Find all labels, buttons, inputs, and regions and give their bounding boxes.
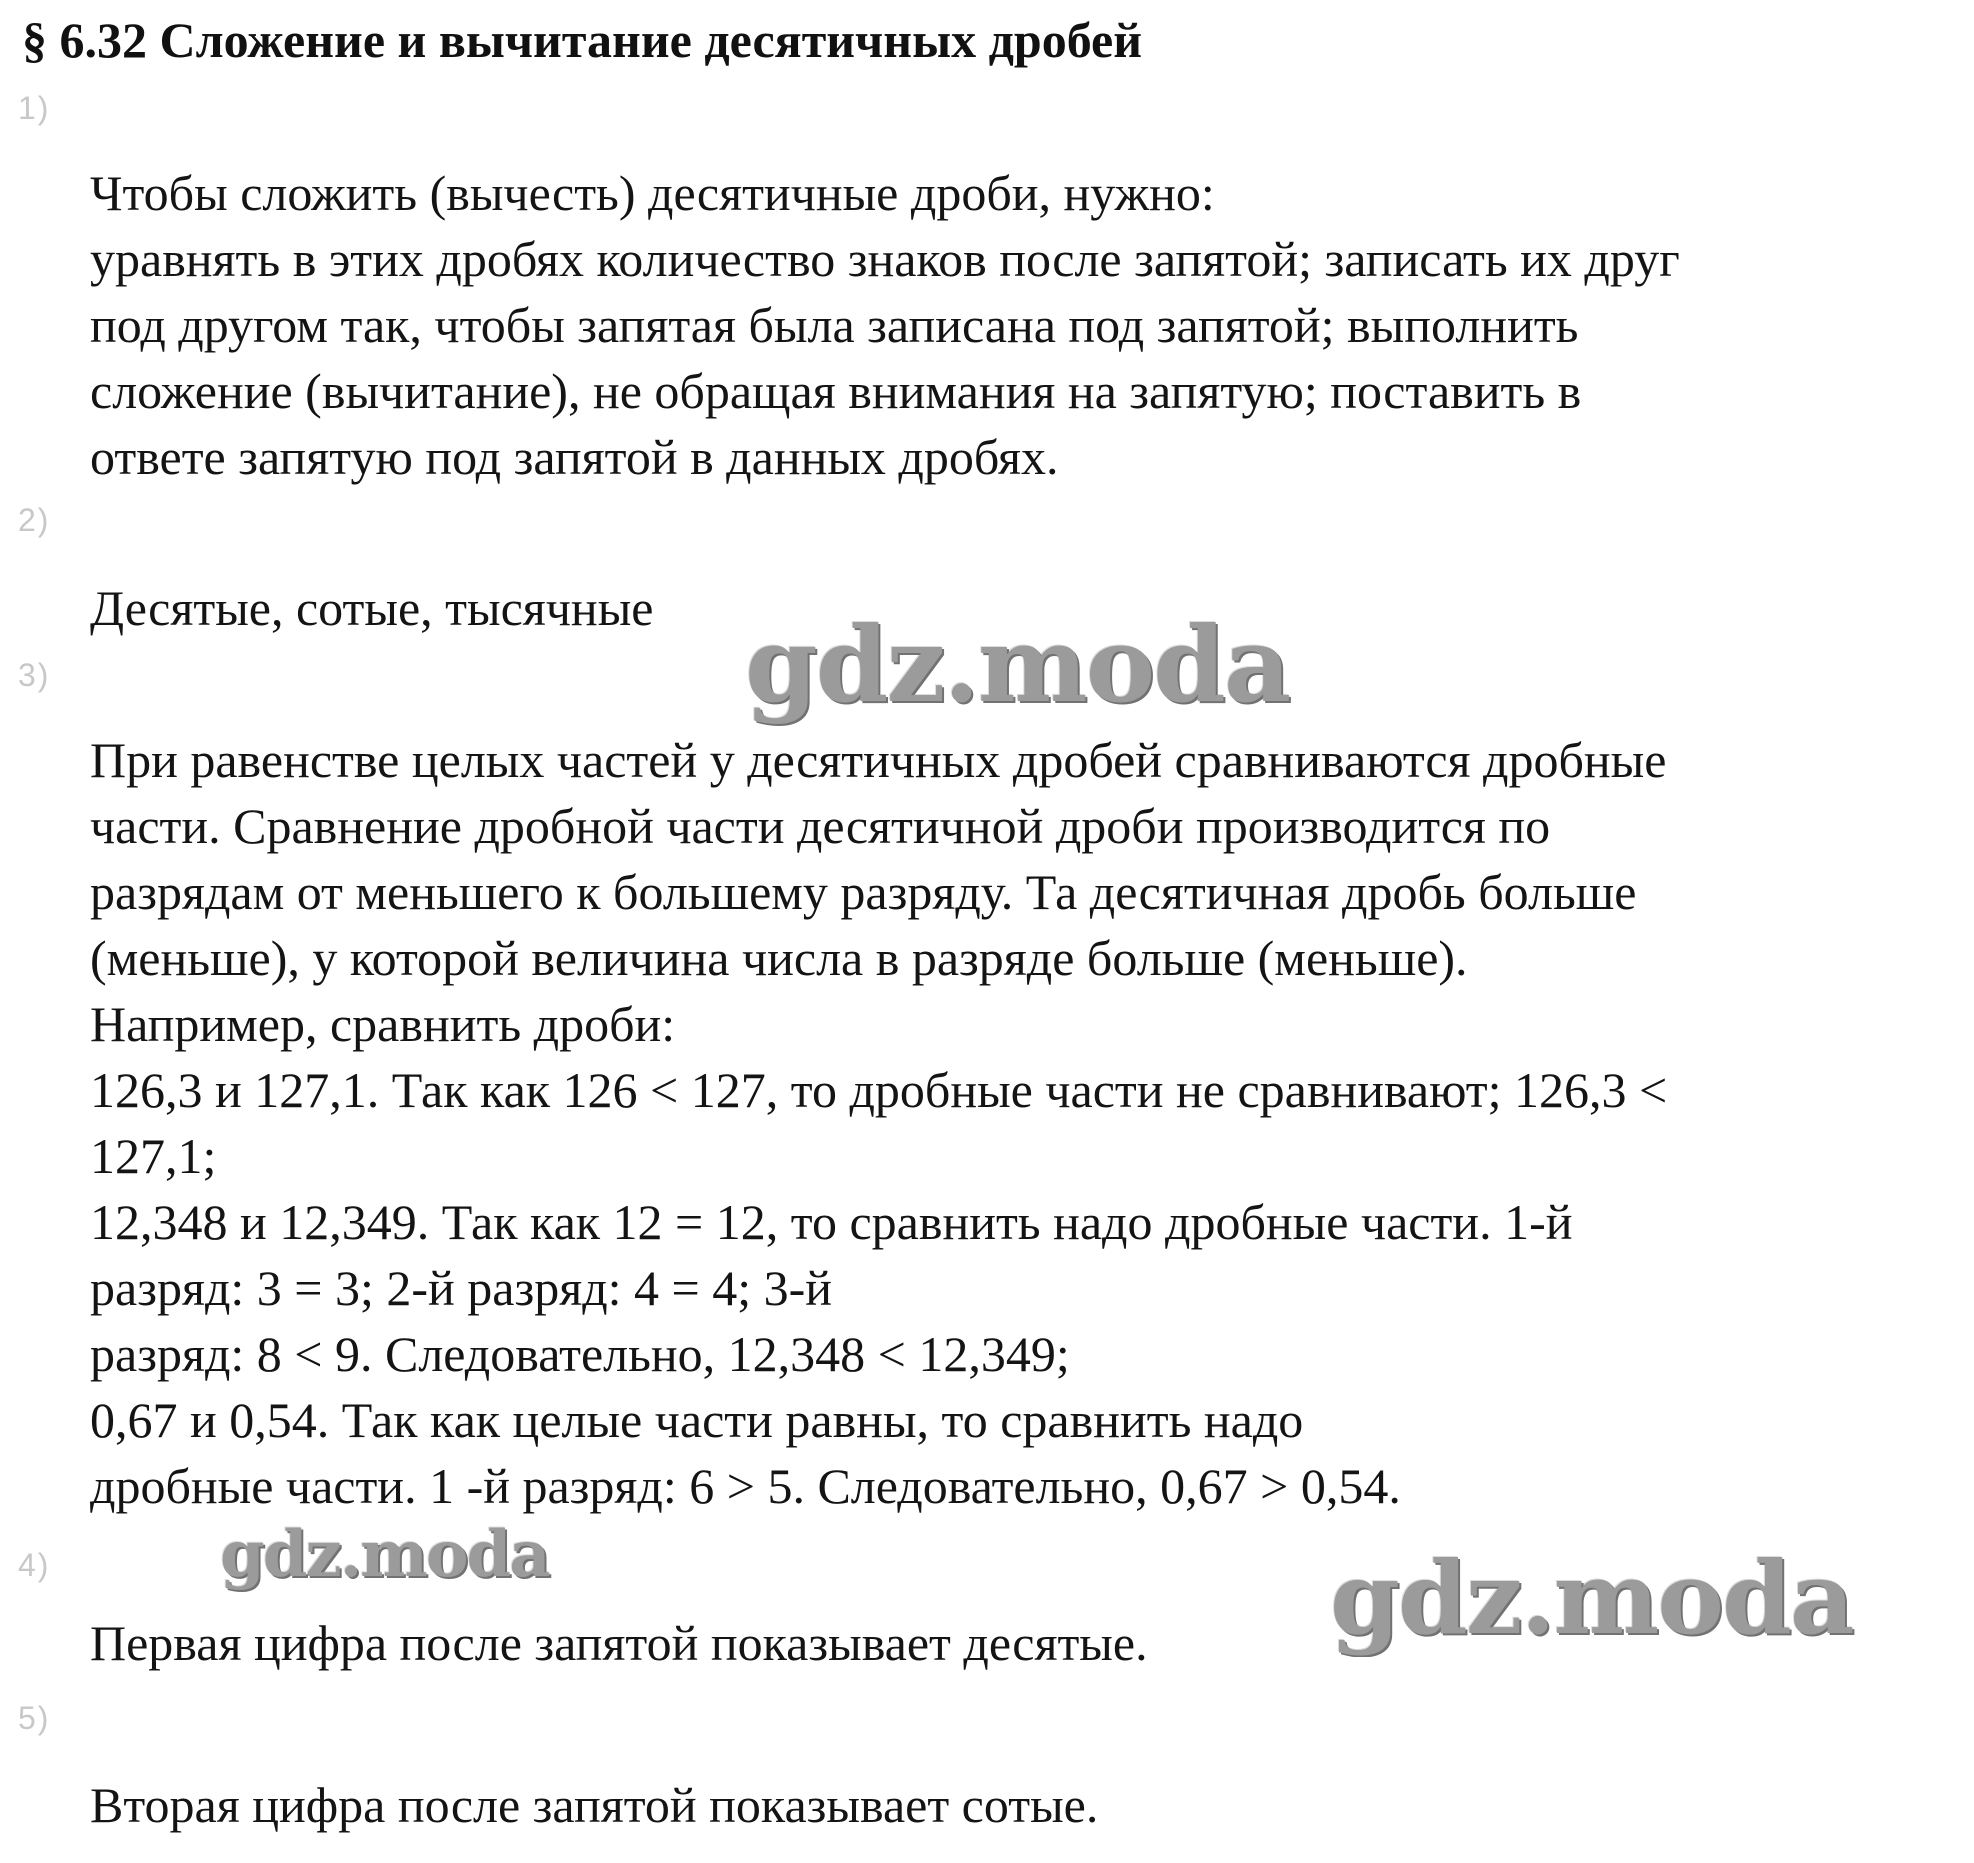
item-text-3: [90, 727, 1667, 1519]
watermark: gdz.moda: [745, 603, 1290, 726]
text-line: части. Сравнение дробной части десятичной дроби производится по: [90, 798, 1551, 854]
item-text-4: [90, 1610, 1148, 1676]
text-line: Чтобы сложить (вычесть) десятичные дроби, нужно:: [90, 165, 1215, 221]
page-title: § 6.32 Сложение и вычитание десятичных дробей: [22, 12, 1143, 68]
text-line: разрядам от меньшего к большему разряду. Та десятичная дробь больше: [90, 864, 1637, 920]
text-line: дробные части. 1 -й разряд: 6 > 5. Следовательно, 0,67 > 0,54.: [90, 1458, 1401, 1514]
item-number-5: 5): [18, 1700, 51, 1736]
text-line: 0,67 и 0,54. Так как целые части равны, то сравнить надо: [90, 1392, 1304, 1448]
item-text-2: [90, 575, 653, 641]
text-line: 126,3 и 127,1. Так как 126 < 127, то дробные части не сравнивают; 126,3 <: [90, 1062, 1668, 1118]
text-line: Например, сравнить дроби:: [90, 996, 676, 1052]
item-number-3: 3): [18, 657, 51, 693]
item-text-5: [90, 1772, 1098, 1838]
text-line: Десятые, сотые, тысячные: [90, 580, 654, 636]
text-line: При равенстве целых частей у десятичных дробей сравниваются дробные: [90, 732, 1667, 788]
item-text-1: [90, 160, 1680, 490]
text-line: 12,348 и 12,349. Так как 12 = 12, то сравнить надо дробные части. 1-й: [90, 1194, 1573, 1250]
watermark: gdz.moda: [220, 1517, 549, 1592]
watermark: gdz.moda: [1330, 1539, 1853, 1657]
text-line: Вторая цифра после запятой показывает сотые.: [90, 1777, 1099, 1833]
item-number-1: 1): [18, 90, 51, 126]
text-line: ответе запятую под запятой в данных дробях.: [90, 429, 1059, 485]
text-line: разряд: 8 < 9. Следовательно, 12,348 < 12,349;: [90, 1326, 1070, 1382]
text-line: сложение (вычитание), не обращая внимания на запятую; поставить в: [90, 363, 1582, 419]
text-line: (меньше), у которой величина числа в разряде больше (меньше).: [90, 930, 1468, 986]
text-line: под другом так, чтобы запятая была записана под запятой; выполнить: [90, 297, 1579, 353]
text-line: Первая цифра после запятой показывает десятые.: [90, 1615, 1148, 1671]
text-line: уравнять в этих дробях количество знаков после запятой; записать их друг: [90, 231, 1680, 287]
text-line: 127,1;: [90, 1128, 217, 1184]
item-number-2: 2): [18, 502, 51, 538]
item-number-4: 4): [18, 1547, 51, 1583]
text-line: разряд: 3 = 3; 2-й разряд: 4 = 4; 3-й: [90, 1260, 833, 1316]
